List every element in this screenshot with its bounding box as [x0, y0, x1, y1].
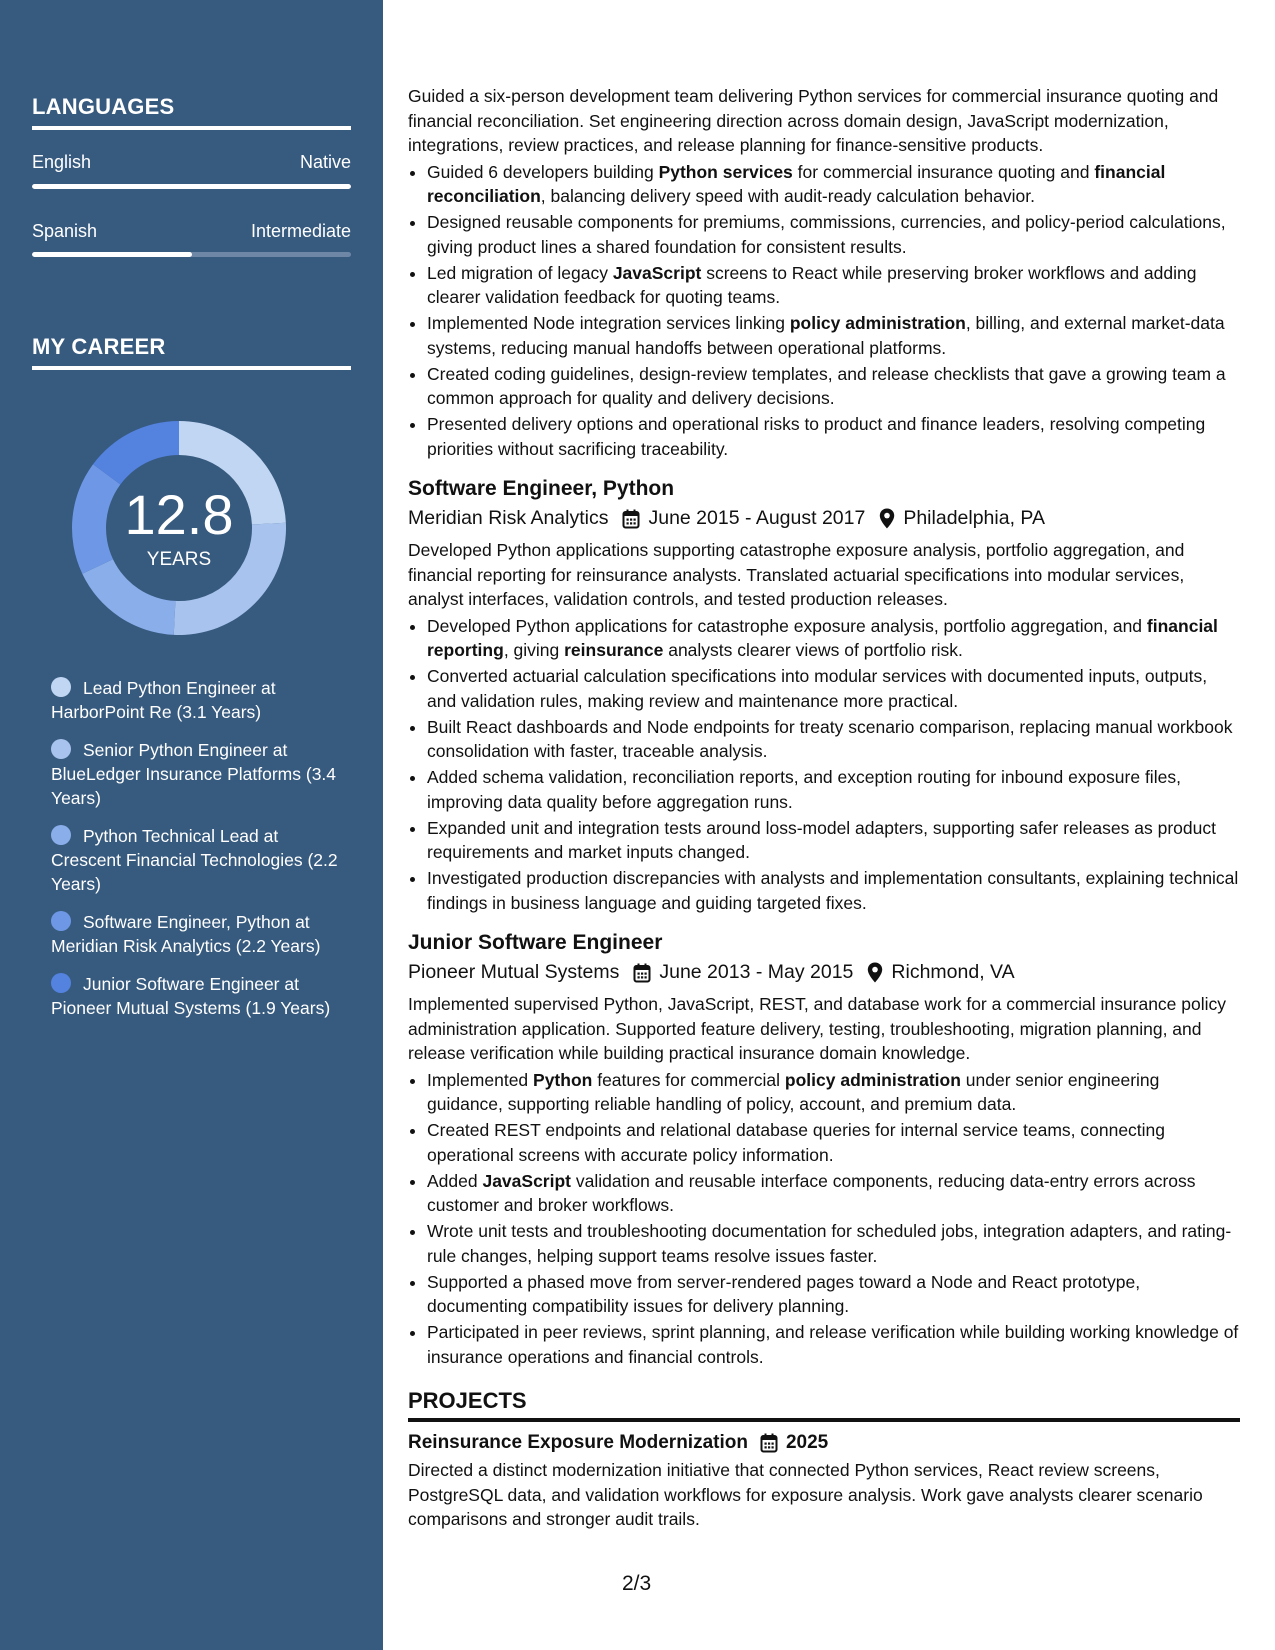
language-bar-english [32, 184, 351, 189]
legend-dot [51, 677, 71, 697]
job-location: Richmond, VA [891, 961, 1015, 983]
bullet-item: • Designed reusable components for premiums, commissions, currencies, and policy-period calculations, giving product lines a shared foundation for consistent results. [427, 210, 1240, 259]
job-title: Junior Software Engineer [408, 931, 663, 954]
page-number: 2/3 [622, 1572, 652, 1595]
career-years-unit: YEARS [146, 549, 212, 570]
career-heading: MY CAREER [32, 334, 351, 370]
language-bar-spanish [32, 252, 351, 257]
language-level: Intermediate [250, 221, 351, 241]
job-dates: June 2013 - May 2015 [659, 961, 854, 983]
job-title: Software Engineer, Python [408, 477, 675, 500]
career-legend [51, 676, 341, 1034]
sidebar [0, 0, 383, 1650]
career-legend-item [51, 824, 341, 896]
project-description: Directed a distinct modernization initiative that connected Python services, React review screens, PostgreSQL data, and validation workflows for exposure analysis. Work gave analysts clearer scenario comparisons and stronger audit trails. [408, 1460, 1203, 1529]
career-legend-item [51, 676, 341, 724]
calendar-icon [633, 963, 651, 983]
project-header [408, 1432, 1240, 1454]
bullet-item: • Built React dashboards and Node endpoints for treaty scenario comparison, replacing manual workbook consolidation with faster, traceable analysis. [427, 715, 1240, 764]
bullet-item: • Developed Python applications for catastrophe exposure analysis, portfolio aggregation, and financial reporting, giving reinsurance analysts clearer views of portfolio risk. [427, 614, 1240, 663]
job-company: Meridian Risk Analytics [408, 507, 609, 529]
bullet-item: • Created coding guidelines, design-review templates, and release checklists that gave a growing team a common approach for quality and delivery decisions. [427, 362, 1240, 411]
projects-heading: PROJECTS [408, 1388, 1240, 1422]
bullet-item: • Wrote unit tests and troubleshooting documentation for scheduled jobs, integration adapters, and rating-rule changes, helping support teams resolve issues faster. [427, 1219, 1240, 1268]
bullet-item: • Led migration of legacy JavaScript screens to React while preserving broker workflows and adding clearer validation feedback for quoting teams. [427, 261, 1240, 310]
legend-dot [51, 739, 71, 759]
job-bullets [408, 1068, 1240, 1370]
legend-label: Senior Python Engineer at BlueLedger Insurance Platforms (3.4 Years) [51, 740, 337, 808]
location-pin-icon [867, 962, 883, 983]
bullet-item: • Added JavaScript validation and reusable interface components, reducing data-entry errors across customer and broker workflows. [427, 1169, 1240, 1218]
languages-heading: LANGUAGES [32, 94, 351, 130]
main-content [408, 84, 1240, 1532]
legend-dot [51, 911, 71, 931]
bullet-item: • Investigated production discrepancies with analysts and implementation consultants, explaining technical findings in business language and guiding targeted fixes. [427, 866, 1240, 915]
language-name: Spanish [32, 221, 98, 241]
calendar-icon [760, 1433, 778, 1453]
bullet-item: • Guided 6 developers building Python services for commercial insurance quoting and financial reconciliation, balancing delivery speed with audit-ready calculation behavior. [427, 160, 1240, 209]
job-summary: Developed Python applications supporting catastrophe exposure analysis, portfolio aggregation, and financial reporting for reinsurance analysts. Translated actuarial specifications into modular services, analyst interfaces, validation controls, and tested production releases. [408, 540, 1185, 609]
bullet-item: • Presented delivery options and operational risks to product and finance leaders, resolving competing priorities without sacrificing traceability. [427, 412, 1240, 461]
career-legend-item [51, 972, 341, 1020]
job-meta [408, 507, 1240, 530]
bullet-item: • Converted actuarial calculation specifications into modular services with documented inputs, outputs, and validation rules, making review and maintenance more practical. [427, 664, 1240, 713]
bullet-item: • Created REST endpoints and relational database queries for internal service teams, connecting operational screens with accurate policy information. [427, 1118, 1240, 1167]
legend-dot [51, 973, 71, 993]
job-meta [408, 961, 1240, 984]
bullet-item: • Supported a phased move from server-rendered pages toward a Node and React prototype, documenting compatibility issues for delivery planning. [427, 1270, 1240, 1319]
job-entry [408, 477, 1240, 915]
role-summary: Guided a six-person development team delivering Python services for commercial insurance quoting and financial reconciliation. Set engineering direction across domain design, JavaScript modernization, integrations, review practices, and release planning for finance-sensitive products. [408, 86, 1219, 155]
location-pin-icon [879, 508, 895, 529]
job-dates: June 2015 - August 2017 [648, 507, 866, 529]
career-legend-item [51, 910, 341, 958]
job-bullets [408, 614, 1240, 916]
legend-label: Software Engineer, Python at Meridian Risk Analytics (2.2 Years) [51, 912, 321, 956]
language-name: English [32, 152, 92, 172]
job-location: Philadelphia, PA [903, 507, 1045, 529]
bullet-item: • Participated in peer reviews, sprint planning, and release verification while building working knowledge of insurance operations and financial controls. [427, 1320, 1240, 1369]
job-entry [408, 931, 1240, 1369]
language-bar-fill [32, 184, 351, 189]
legend-label: Lead Python Engineer at HarborPoint Re (3.1 Years) [51, 678, 276, 722]
project-year: 2025 [785, 1432, 829, 1453]
bullet-item: • Expanded unit and integration tests around loss-model adapters, supporting safer releases as product requirements and market inputs changed. [427, 816, 1240, 865]
bullet-item: • Added schema validation, reconciliation reports, and exception routing for inbound exposure files, improving data quality before aggregation runs. [427, 765, 1240, 814]
career-legend-item [51, 738, 341, 810]
role-bullets [408, 160, 1240, 462]
legend-dot [51, 825, 71, 845]
bullet-item: • Implemented Python features for commercial policy administration under senior engineering guidance, supporting reliable handling of policy, account, and premium data. [427, 1068, 1240, 1117]
legend-label: Python Technical Lead at Crescent Financial Technologies (2.2 Years) [51, 826, 338, 894]
project-name: Reinsurance Exposure Modernization [408, 1432, 748, 1453]
language-row-spanish [32, 221, 351, 242]
language-row-english [32, 152, 351, 173]
career-total-years: 12.8 [124, 483, 234, 546]
language-bar-fill [32, 252, 192, 257]
calendar-icon [622, 509, 640, 529]
bullet-item: • Implemented Node integration services linking policy administration, billing, and external market-data systems, reducing manual handoffs between operational platforms. [427, 311, 1240, 360]
job-summary: Implemented supervised Python, JavaScript, REST, and database work for a commercial insurance policy administration application. Supported feature delivery, testing, troubleshooting, migration planning, and release verification while building practical insurance domain knowledge. [408, 994, 1227, 1063]
legend-label: Junior Software Engineer at Pioneer Mutual Systems (1.9 Years) [51, 974, 331, 1018]
job-company: Pioneer Mutual Systems [408, 961, 620, 983]
language-level: Native [299, 152, 351, 172]
